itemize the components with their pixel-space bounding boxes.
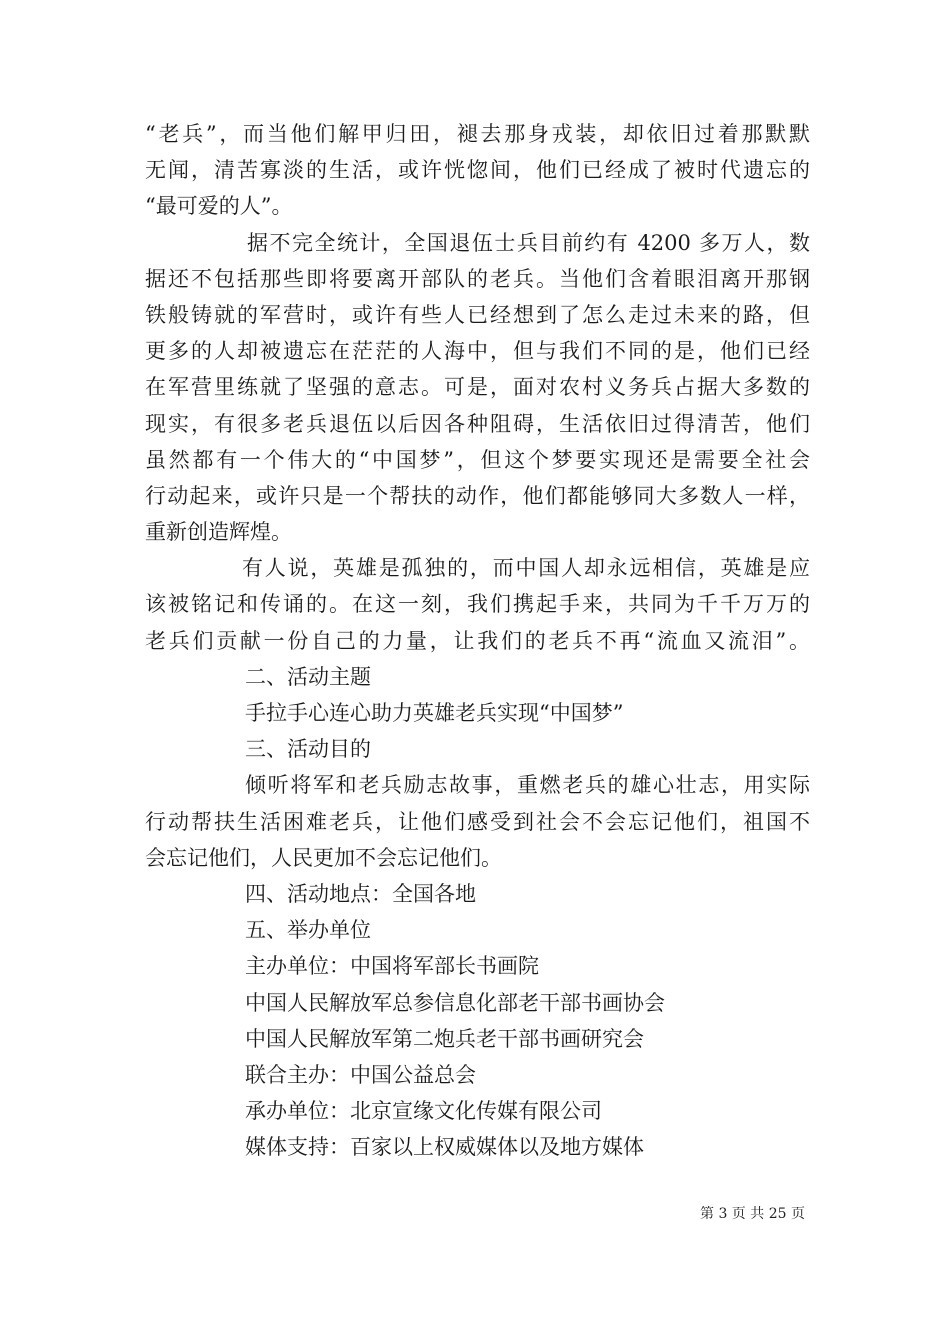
- paragraph-line: 更多的人却被遗忘在茫茫的人海中，但与我们不同的是，他们已经: [145, 339, 810, 364]
- paragraph-line: 重新创造辉煌。: [145, 520, 292, 545]
- section-heading: 三、活动目的: [245, 737, 371, 762]
- paragraph-line: “老兵”，而当他们解甲归田，褪去那身戎装，却依旧过着那默默: [145, 122, 810, 146]
- paragraph-line: 主办单位：中国将军部长书画院: [245, 954, 539, 979]
- paragraph-line: 有人说，英雄是孤独的，而中国人却永远相信，英雄是应: [242, 556, 810, 581]
- paragraph-line: 会忘记他们，人民更加不会忘记他们。: [145, 845, 502, 870]
- paragraph-line: 老兵们贡献一份自己的力量，让我们的老兵不再“流血又流泪”。: [145, 628, 810, 653]
- section-heading: 五、举办单位: [245, 918, 371, 943]
- paragraph-line: 行动帮扶生活困难老兵，让他们感受到社会不会忘记他们，祖国不: [145, 809, 810, 834]
- paragraph-line: 铁般铸就的军营时，或许有些人已经想到了怎么走过未来的路，但: [145, 302, 810, 327]
- paragraph-line: 联合主办：中国公益总会: [245, 1062, 476, 1087]
- paragraph-line: 该被铭记和传诵的。在这一刻，我们携起手来，共同为千千万万的: [145, 592, 810, 617]
- paragraph-line: 手拉手心连心助力英雄老兵实现“中国梦”: [245, 701, 624, 725]
- page-number-footer: 第 3 页 共 25 页: [700, 1206, 805, 1222]
- paragraph-line: 媒体支持：百家以上权威媒体以及地方媒体: [245, 1135, 644, 1160]
- paragraph-line: 据不完全统计，全国退伍士兵目前约有 4200 多万人，数: [247, 230, 810, 255]
- paragraph-line: 中国人民解放军第二炮兵老干部书画研究会: [245, 1026, 644, 1051]
- section-heading: 四、活动地点：全国各地: [245, 881, 476, 906]
- paragraph-line: 中国人民解放军总参信息化部老干部书画协会: [245, 990, 665, 1015]
- paragraph-line: 虽然都有一个伟大的“中国梦”，但这个梦要实现还是需要全社会: [145, 447, 810, 472]
- paragraph-line: 现实，有很多老兵退伍以后因各种阻碍，生活依旧过得清苦，他们: [145, 411, 810, 436]
- paragraph-line: 行动起来，或许只是一个帮扶的动作，他们都能够同大多数人一样，: [145, 483, 810, 508]
- paragraph-line: 倾听将军和老兵励志故事，重燃老兵的雄心壮志，用实际: [245, 773, 810, 798]
- body-text: [145, 116, 810, 1165]
- paragraph-line: 无闻，清苦寡淡的生活，或许恍惚间，他们已经成了被时代遗忘的: [145, 158, 810, 183]
- paragraph-line: 承办单位：北京宣缘文化传媒有限公司: [245, 1099, 602, 1124]
- section-heading: 二、活动主题: [245, 664, 371, 689]
- paragraph-line: 据还不包括那些即将要离开部队的老兵。当他们含着眼泪离开那钢: [145, 266, 810, 291]
- paragraph-line: “最可爱的人”。: [145, 194, 293, 219]
- paragraph-line: 在军营里练就了坚强的意志。可是，面对农村义务兵占据大多数的: [145, 375, 810, 400]
